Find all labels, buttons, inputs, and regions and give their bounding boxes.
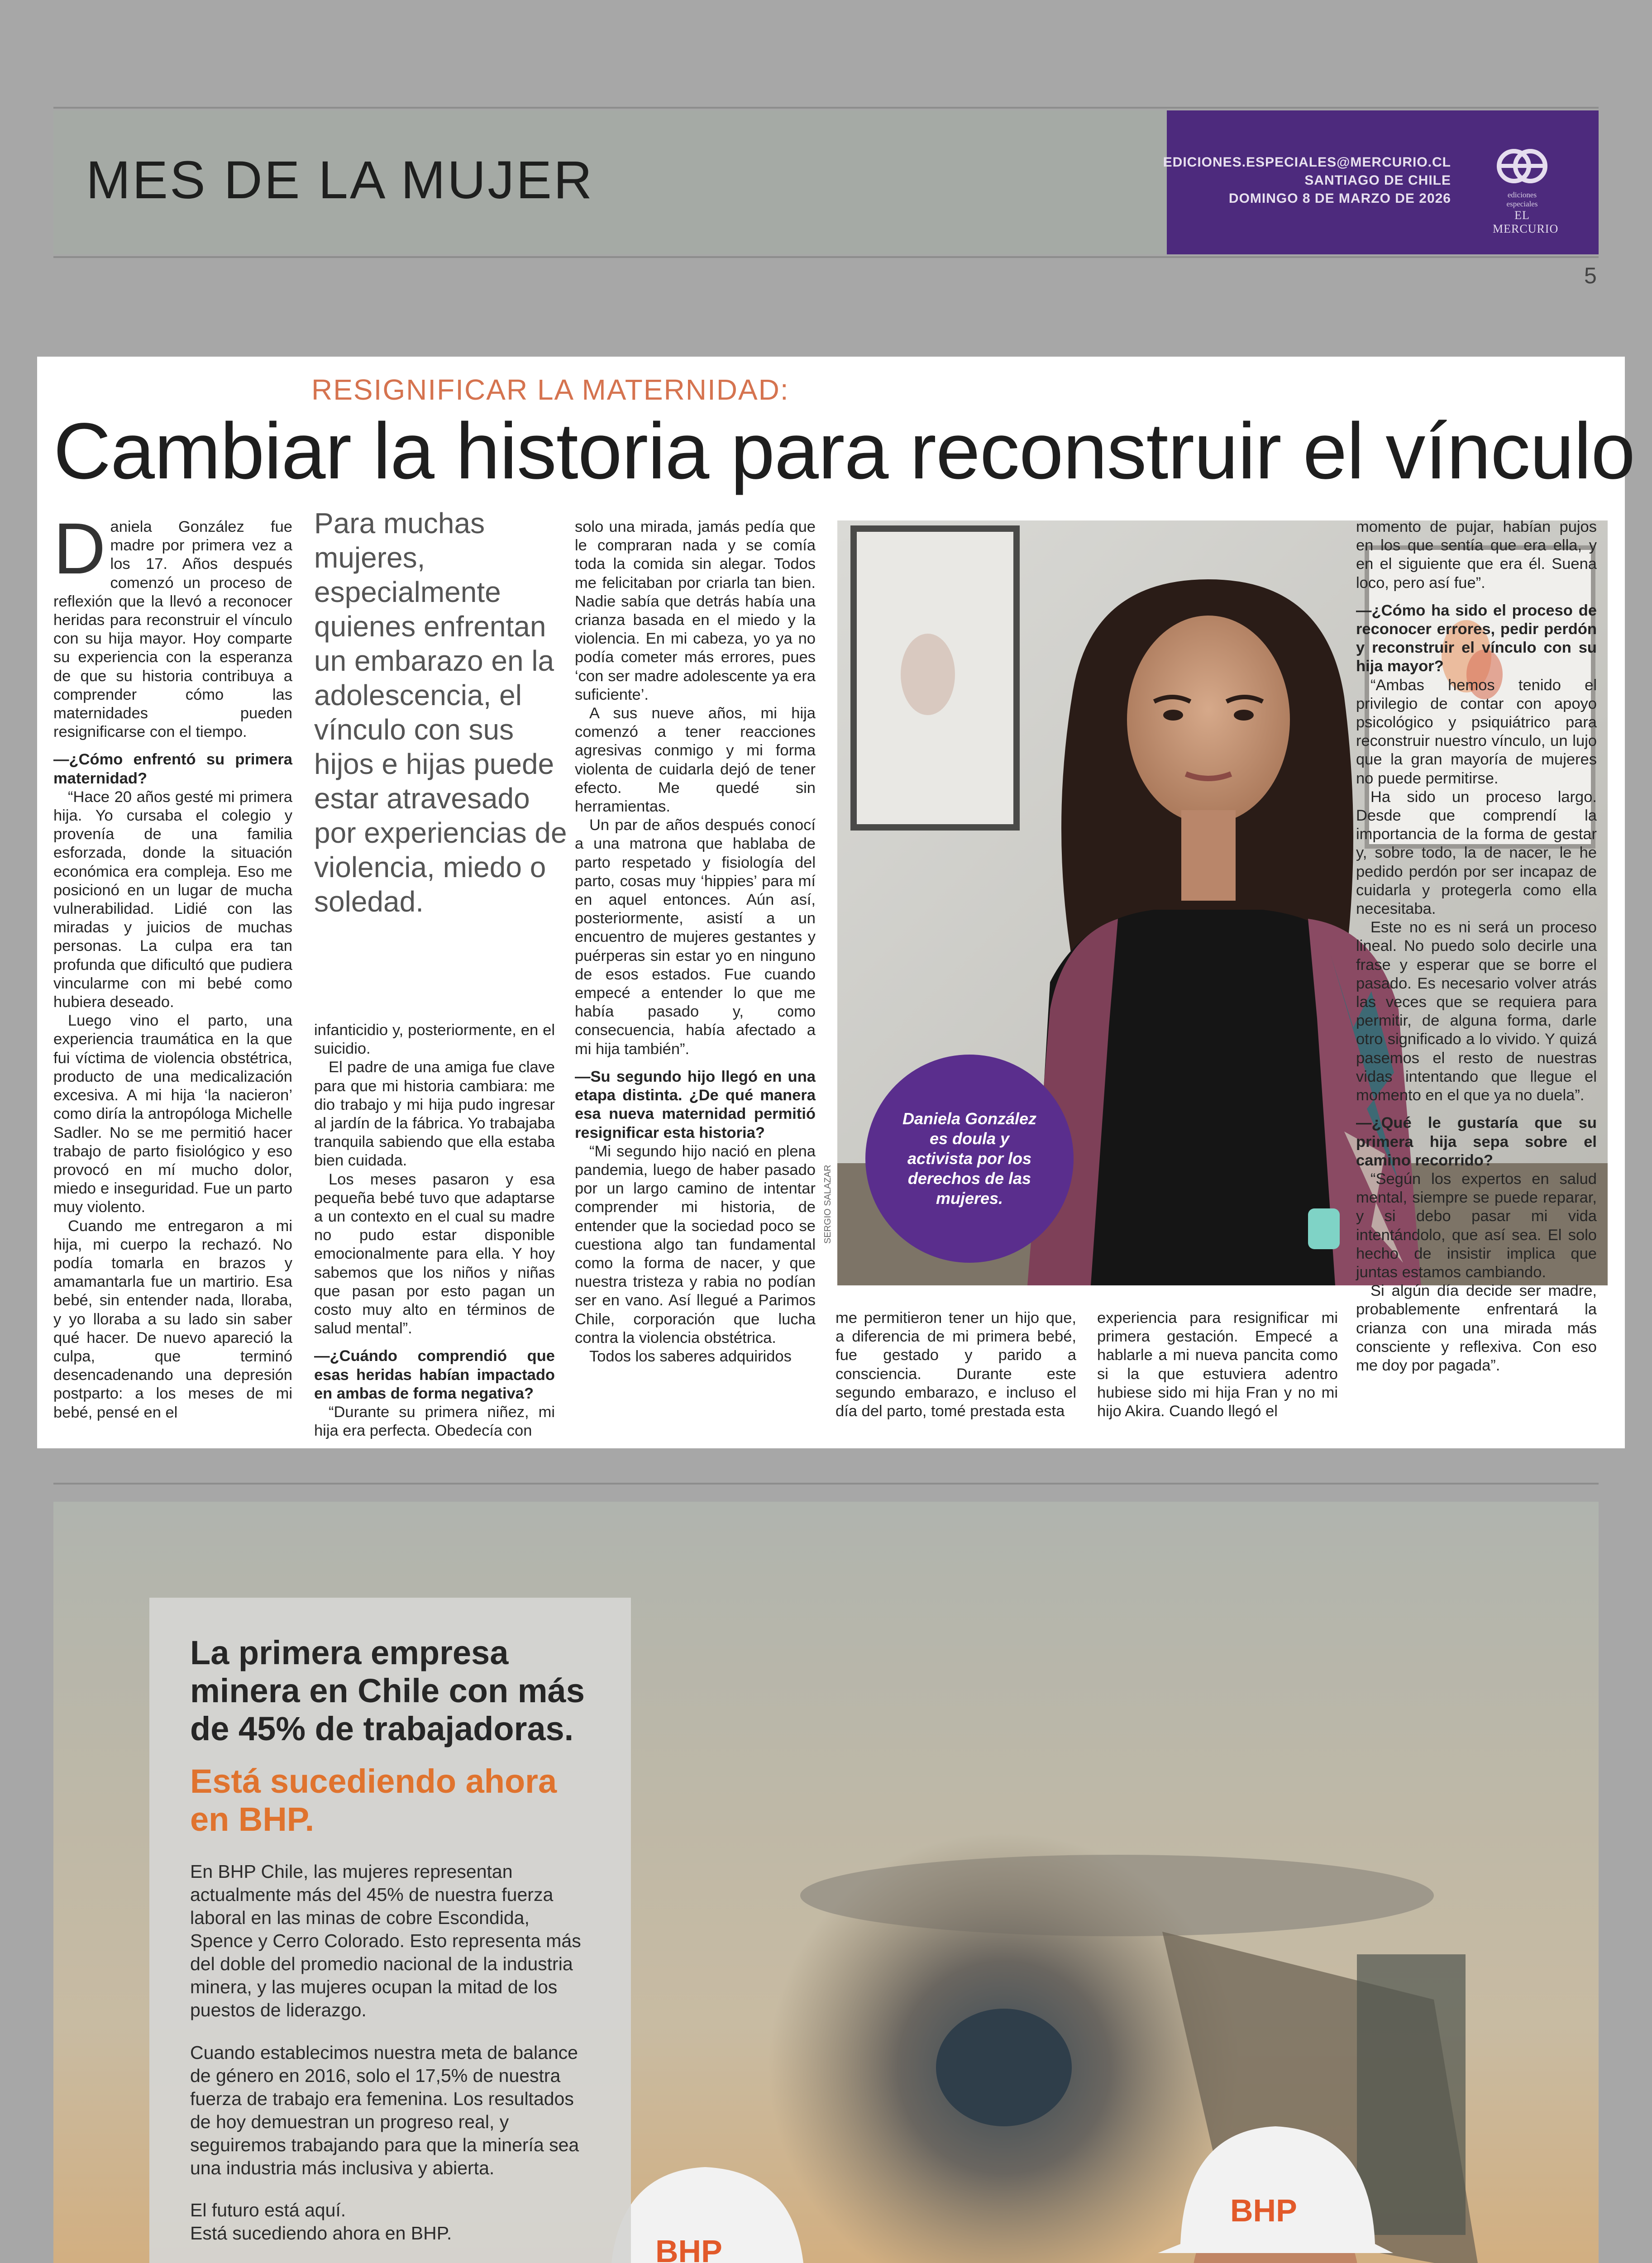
article-paragraph: “Durante su primera niñez, mi hija era perfecta. Obedecía con bbox=[314, 1404, 555, 1440]
article-paragraph: A sus nueve años, mi hija comenzó a tener reacciones agresivas conmigo y mi forma violenta de cuidarla dejó de tener efecto. Me quedé sin herramientas. bbox=[575, 705, 816, 816]
ad-heading: La primera empresa minera en Chile con más de 45% de trabajadoras. bbox=[190, 1634, 585, 1747]
column-1-body bbox=[53, 508, 292, 1422]
article-headline: Cambiar la historia para reconstruir el vínculo bbox=[53, 407, 1635, 496]
article-paragraph: Si algún día decide ser madre, probablemente enfrentará la crianza con una mirada más consciente y reflexiva. Con eso me doy por pagada”. bbox=[1356, 1282, 1597, 1374]
article-column-3 bbox=[575, 518, 816, 1366]
article-paragraph: Este no es ni será un proceso lineal. No puedo solo decirle una frase y esperar que se borre el pasado. Es necesario volver atrás las veces que se requiera para permitir, de alguna forma, darle otro significado a lo vivido. Y quizá pasemos el resto de nuestras vidas intentando que llegue el momento en el que ya no duela”. bbox=[1356, 919, 1597, 1104]
article-paragraph: “Mi segundo hijo nació en plena pandemia, luego de haber pasado por un largo camino de intentar comprender mi historia, de entender que la sociedad poco se cuestiona algo tan fundamental como la forma de nacer, y que nuestra tristeza y rabia no podían ser en vano. Así llegué a Parimos Chile, corporación que lucha contra la violencia obstétrica. bbox=[575, 1142, 816, 1346]
article-paragraph: momento de pujar, habían pujos en los que sentía que era ella, y en el siguiente que era él. Suena loco, pero así fue”. bbox=[1356, 518, 1597, 592]
emblem-bottom-text: EL MERCURIO bbox=[1493, 209, 1559, 235]
interview-question: —Su segundo hijo llegó en una etapa distinta. ¿De qué manera esa nueva maternidad permitió resignificar esta historia? bbox=[575, 1068, 816, 1141]
ad-body-line-2: Está sucediendo ahora en BHP. bbox=[190, 2223, 452, 2244]
drop-cap: D bbox=[53, 508, 106, 589]
article-column-5 bbox=[1097, 1309, 1338, 1421]
photo-credit: SERGIO SALAZAR bbox=[823, 1165, 833, 1244]
article-paragraph: Luego vino el parto, una experiencia traumática en la que fui víctima de violencia obstétrica, producto de una medicalización excesiva. A mi hija ‘la nacieron’ como diría la antropóloga Michelle Sadler. No se me permitió hacer trabajo de parto fisiológico y eso provocó en mí mucho dolor, miedo e inseguridad. Fue un parto muy violento. bbox=[53, 1012, 292, 1216]
article-column-1 bbox=[53, 508, 292, 1422]
ad-text-panel bbox=[149, 1598, 631, 2263]
page-number: 5 bbox=[1584, 263, 1597, 288]
pull-quote: Para muchas mujeres, especialmente quienes enfrentan un embarazo en la adolescencia, el vínculo con sus hijos e hijas puede estar atravesado por experiencias de violencia, miedo o soledad. bbox=[314, 507, 567, 918]
article-paragraph: “Ambas hemos tenido el privilegio de contar con apoyo psicológico y psiquiátrico para reconstruir nuestro vínculo, un lujo que la gran mayoría de mujeres no puede permitirse. bbox=[1356, 676, 1597, 787]
interview-question: —¿Qué le gustaría que su primera hija sepa sobre el camino recorrido? bbox=[1356, 1114, 1597, 1169]
ee-emblem-icon bbox=[1493, 147, 1552, 186]
el-mercurio-logo bbox=[1493, 147, 1559, 236]
section-title: MES DE LA MUJER bbox=[86, 150, 594, 210]
interview-question: —¿Cómo ha sido el proceso de reconocer errores, pedir perdón y reconstruir el vínculo con su hija mayor? bbox=[1356, 602, 1597, 675]
article-panel bbox=[37, 357, 1635, 1448]
article-paragraph: Cuando me entregaron a mi hija, mi cuerpo la rechazó. No podía tomarla en brazos y amamantarla fue un martirio. Esa bebé, sin entender nada, lloraba, y yo lloraba a su lado sin saber qué hacer. De nuevo apareció la culpa, que terminó desencadenando una depresión postparto: a los meses de mi bebé, pensé en el bbox=[53, 1217, 292, 1421]
photo-caption: Daniela González es doula y activista por los derechos de las mujeres. bbox=[902, 1109, 1037, 1208]
article-kicker: RESIGNIFICAR LA MATERNIDAD: bbox=[311, 373, 789, 406]
header-top-rule bbox=[53, 107, 1599, 109]
article-paragraph: experiencia para resignificar mi primera gestación. Empecé a hablarle a mi nueva pancita como si la que estuviera adentro hubiese sido mi hija Fran y no mi hijo Akira. Cuando llegó el bbox=[1097, 1309, 1338, 1420]
article-column-4 bbox=[836, 1309, 1076, 1421]
edition-city: SANTIAGO DE CHILE bbox=[1304, 173, 1451, 188]
edition-email[interactable]: EDICIONES.ESPECIALES@MERCURIO.CL bbox=[1163, 155, 1451, 170]
header-bottom-rule bbox=[53, 256, 1599, 258]
article-paragraph: Los meses pasaron y esa pequeña bebé tuvo que adaptarse a un contexto en el cual su madre no pudo estar disponible emocionalmente para ella. Y hoy sabemos que los niños y niñas que pasan por esto pagan un costo muy alto en términos de salud mental”. bbox=[314, 1170, 555, 1337]
article-paragraph: infanticidio y, posteriormente, en el suicidio. bbox=[314, 1022, 555, 1058]
article-paragraph: Un par de años después conocí a una matrona que hablaba de parto respetado y fisiología del parto, cosas muy ‘hippies’ para mí en aquel entonces. Aún así, posteriormente, asistí a un encuentro de mujeres gestantes y puérperas sin estar yo en ninguno de esos estados. Fue cuando empecé a entender lo que me había pasado y, como consecuencia, había afectado a mi hija también”. bbox=[575, 816, 816, 1058]
ad-body-paragraph-1: En BHP Chile, las mujeres representan actualmente más del 45% de nuestra fuerza laboral en las minas de cobre Escondida, Spence y Cerro Colorado. Esto representa más del doble del promedio nacional de la industria minera, y las mujeres ocupan la mitad de los puestos de liderazgo. bbox=[190, 1861, 581, 2020]
interview-question: —¿Cómo enfrentó su primera maternidad? bbox=[53, 751, 292, 787]
left-helmet-logo: BHP bbox=[655, 2234, 722, 2263]
ad-body-line-1: El futuro está aquí. bbox=[190, 2200, 346, 2220]
article-paragraph: me permitieron tener un hijo que, a diferencia de mi primera bebé, fue gestado y parido a consciencia. Durante este segundo embarazo, e incluso el día del parto, tomé prestada esta bbox=[836, 1309, 1076, 1420]
ad-body-paragraph-2: Cuando establecimos nuestra meta de balance de género en 2016, solo el 17,5% de nuestra fuerza de trabajo era femenina. Los resultados de hoy demuestran un progreso real, y seguiremos trabajando para que la minería sea una industria más inclusiva y abierta. bbox=[190, 2042, 579, 2178]
ad-subheading: Está sucediendo ahora en BHP. bbox=[190, 1762, 557, 1838]
interview-question: —¿Cuándo comprendió que esas heridas habían impactado en ambas de forma negativa? bbox=[314, 1347, 555, 1402]
article-paragraph: aniela González fue madre por primera vez a los 17. Años después comenzó un proceso de reflexión que la llevó a reconocer heridas para reconstruir el vínculo con su hija mayor. Hoy comparte su experiencia con la esperanza de que su historia contribuya a comprender cómo las maternidades pueden resignificarse con el tiempo. bbox=[53, 518, 292, 741]
article-column-6 bbox=[1356, 518, 1597, 1375]
article-column-2 bbox=[314, 1021, 555, 1440]
photo-caption-badge bbox=[865, 1055, 1074, 1263]
right-helmet-logo: BHP bbox=[1230, 2193, 1297, 2228]
article-paragraph: “Según los expertos en salud mental, siempre se puede reparar, y si debo pasar mi vida intentándolo, que así sea. El solo hecho de insistir implica que juntas estamos cambiando. bbox=[1356, 1170, 1597, 1281]
article-paragraph: El padre de una amiga fue clave para que mi historia cambiara: me dio trabajo y mi hija pudo ingresar al jardín de la fábrica. Yo trabajaba tranquila sabiendo que ella estaba bien cuidada. bbox=[314, 1059, 555, 1170]
article-paragraph: Todos los saberes adquiridos bbox=[589, 1347, 792, 1365]
edition-date: DOMINGO 8 DE MARZO DE 2026 bbox=[1228, 191, 1451, 206]
article-paragraph: Ha sido un proceso largo. Desde que comprendí la importancia de la forma de gestar y, sobre todo, la de nacer, le he pedido perdón por ser incapaz de cuidarla y protegerla como ella necesitaba. bbox=[1356, 788, 1597, 918]
article-bottom-rule bbox=[53, 1483, 1599, 1485]
article-paragraph: “Hace 20 años gesté mi primera hija. Yo cursaba el colegio y provenía de una familia esforzada, donde la situación económica era compleja. Eso me posicionó en un lugar de mucha vulnerabilidad. Lidié con las miradas y juicios de muchas personas. La culpa era tan profunda que dificultó que pudiera vincularme con mi bebé como hubiera deseado. bbox=[53, 788, 292, 1011]
emblem-top-text: ediciones especiales bbox=[1506, 191, 1538, 208]
edition-info-box bbox=[1163, 110, 1599, 254]
article-paragraph: solo una mirada, jamás pedía que le compraran nada y se comía toda la comida sin alegar. Todos me felicitaban por criarla tan bien. Nadie sabía que detrás había una crianza basada en el miedo y la violencia. En mi cabeza, yo ya no podía cometer más errores, pues ‘con ser madre adolescente ya era suficiente’. bbox=[575, 518, 816, 703]
